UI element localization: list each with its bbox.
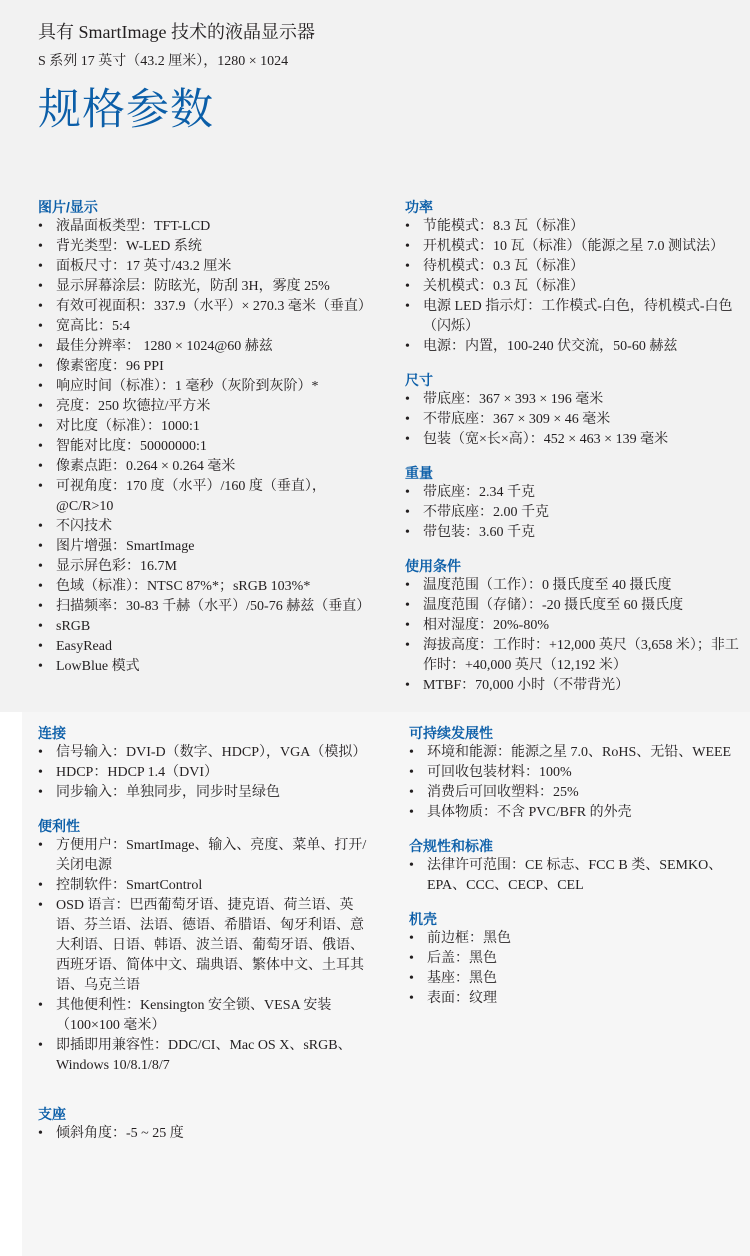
list-item: • 开机模式：10 瓦（标准）（能源之星 7.0 测试法） bbox=[405, 237, 745, 257]
list-item: • OSD 语言：巴西葡萄牙语、捷克语、荷兰语、英语、芬兰语、法语、德语、希腊语、匈牙利语、意大利语、日语、韩语、波兰语、葡萄牙语、俄语、西班牙语、简体中文、瑞典语、繁体中文、土耳其语、乌克兰语 bbox=[38, 896, 368, 996]
list-item: • 有效可视面积：337.9（水平）× 270.3 毫米（垂直） bbox=[38, 297, 368, 317]
section-title: 便利性 bbox=[38, 818, 80, 834]
list-item: • 带底座：367 × 393 × 196 毫米 bbox=[405, 390, 745, 410]
spec-list bbox=[38, 743, 368, 803]
spec-list bbox=[409, 856, 747, 896]
list-item: • 不带底座：367 × 309 × 46 毫米 bbox=[405, 410, 745, 430]
list-item: • 带底座：2.34 千克 bbox=[405, 483, 745, 503]
section-sustainability bbox=[409, 723, 747, 823]
list-item: • 控制软件：SmartControl bbox=[38, 876, 368, 896]
section-power bbox=[405, 197, 745, 357]
list-item: • 方便用户：SmartImage、输入、亮度、菜单、打开/关闭电源 bbox=[38, 836, 368, 876]
list-item: • 不带底座：2.00 千克 bbox=[405, 503, 745, 523]
section-convenience bbox=[38, 816, 368, 1076]
right-column-bottom bbox=[409, 723, 747, 1022]
list-item: • 消费后可回收塑料：25% bbox=[409, 783, 747, 803]
list-item: • 相对湿度：20%-80% bbox=[405, 616, 745, 636]
list-item: • 电源 LED 指示灯：工作模式-白色，待机模式-白色（闪烁） bbox=[405, 297, 745, 337]
list-item: • sRGB bbox=[38, 617, 368, 637]
section-title: 尺寸 bbox=[405, 372, 433, 388]
list-item: • 前边框：黑色 bbox=[409, 929, 747, 949]
list-item: • 电源：内置，100-240 伏交流，50-60 赫兹 bbox=[405, 337, 745, 357]
list-item: • 即插即用兼容性：DDC/CI、Mac OS X、sRGB、Windows 10/8.1/8/7 bbox=[38, 1036, 368, 1076]
spec-list bbox=[38, 217, 372, 677]
spec-list bbox=[405, 576, 745, 696]
list-item: • 带包装：3.60 千克 bbox=[405, 523, 745, 543]
list-item: • EasyRead bbox=[38, 637, 368, 657]
list-item: • 亮度：250 坎德拉/平方米 bbox=[38, 397, 368, 417]
spec-list bbox=[38, 836, 368, 1076]
list-item: • 宽高比：5:4 bbox=[38, 317, 368, 337]
section-dimensions bbox=[405, 370, 745, 450]
list-item: • 海拔高度：工作时：+12,000 英尺（3,658 米）；非工作时：+40,000 英尺（12,192 米） bbox=[405, 636, 745, 676]
list-item: • 显示屏幕涂层：防眩光，防刮 3H，雾度 25% bbox=[38, 277, 368, 297]
list-item: • 温度范围（工作）：0 摄氏度至 40 摄氏度 bbox=[405, 576, 745, 596]
list-item: • 包装（宽×长×高）：452 × 463 × 139 毫米 bbox=[405, 430, 745, 450]
section-title: 机壳 bbox=[409, 911, 437, 927]
list-item: • 面板尺寸：17 英寸/43.2 厘米 bbox=[38, 257, 368, 277]
list-item: • HDCP：HDCP 1.4（DVI） bbox=[38, 763, 368, 783]
list-item: • LowBlue 模式 bbox=[38, 657, 368, 677]
list-item: • MTBF：70,000 小时（不带背光） bbox=[405, 676, 745, 696]
list-item: • 关机模式：0.3 瓦（标准） bbox=[405, 277, 745, 297]
list-item: • 同步输入：单独同步，同步时呈绿色 bbox=[38, 783, 368, 803]
list-item: • 法律许可范围：CE 标志、FCC B 类、SEMKO、EPA、CCC、CECP、CEL bbox=[409, 856, 747, 896]
list-item: • 像素密度：96 PPI bbox=[38, 357, 368, 377]
section-title: 使用条件 bbox=[405, 558, 461, 574]
section-weight bbox=[405, 463, 745, 543]
list-item: • 扫描频率：30-83 千赫（水平）/50-76 赫兹（垂直） bbox=[38, 597, 368, 617]
list-item: • 背光类型：W-LED 系统 bbox=[38, 237, 368, 257]
left-column-top bbox=[38, 197, 372, 690]
section-title: 可持续发展性 bbox=[409, 725, 493, 741]
document-subtitle: S 系列 17 英寸（43.2 厘米），1280 × 1024 bbox=[38, 54, 289, 69]
document-title: 具有 SmartImage 技术的液晶显示器 bbox=[38, 22, 315, 42]
list-item: • 信号输入：DVI-D（数字、HDCP），VGA（模拟） bbox=[38, 743, 368, 763]
spec-list bbox=[409, 743, 747, 823]
list-item: • 可回收包装材料：100% bbox=[409, 763, 747, 783]
list-item: • 可视角度：170 度（水平）/160 度（垂直），@C/R>10 bbox=[38, 477, 368, 517]
spec-list bbox=[38, 1124, 368, 1144]
section-title: 重量 bbox=[405, 465, 433, 481]
list-item: • 智能对比度：50000000:1 bbox=[38, 437, 368, 457]
section-compliance bbox=[409, 836, 747, 896]
right-column-top bbox=[405, 197, 745, 709]
list-item: • 具体物质：不含 PVC/BFR 的外壳 bbox=[409, 803, 747, 823]
section-conditions bbox=[405, 556, 745, 696]
section-title: 支座 bbox=[38, 1106, 66, 1122]
list-item: • 不闪技术 bbox=[38, 517, 368, 537]
section-title: 功率 bbox=[405, 199, 433, 215]
list-item: • 节能模式：8.3 瓦（标准） bbox=[405, 217, 745, 237]
spec-list bbox=[405, 483, 745, 543]
page-title: 规格参数 bbox=[38, 87, 214, 134]
list-item: • 温度范围（存储）：-20 摄氏度至 60 摄氏度 bbox=[405, 596, 745, 616]
list-item: • 环境和能源：能源之星 7.0、RoHS、无铅、WEEE bbox=[409, 743, 747, 763]
section-title: 图片/显示 bbox=[38, 199, 98, 215]
section-cabinet bbox=[409, 909, 747, 1009]
section-stand bbox=[38, 1104, 368, 1144]
list-item: • 对比度（标准）：1000:1 bbox=[38, 417, 368, 437]
spec-list bbox=[405, 390, 745, 450]
list-item: • 像素点距：0.264 × 0.264 毫米 bbox=[38, 457, 368, 477]
list-item: • 后盖：黑色 bbox=[409, 949, 747, 969]
list-item: • 响应时间（标准）：1 毫秒（灰阶到灰阶）* bbox=[38, 377, 368, 397]
list-item: • 待机模式：0.3 瓦（标准） bbox=[405, 257, 745, 277]
section-picture bbox=[38, 197, 372, 677]
spec-list bbox=[409, 929, 747, 1009]
list-item: • 其他便利性：Kensington 安全锁、VESA 安装（100×100 毫米） bbox=[38, 996, 368, 1036]
list-item: • 倾斜角度：-5 ~ 25 度 bbox=[38, 1124, 368, 1144]
left-column-bottom bbox=[38, 723, 368, 1157]
list-item: • 表面：纹理 bbox=[409, 989, 747, 1009]
spec-list bbox=[405, 217, 745, 357]
list-item: • 色域（标准）：NTSC 87%*；sRGB 103%* bbox=[38, 577, 368, 597]
list-item: • 显示屏色彩：16.7M bbox=[38, 557, 368, 577]
section-connectivity bbox=[38, 723, 368, 803]
list-item: • 图片增强：SmartImage bbox=[38, 537, 368, 557]
list-item: • 液晶面板类型：TFT-LCD bbox=[38, 217, 368, 237]
section-title: 连接 bbox=[38, 725, 66, 741]
list-item: • 基座：黑色 bbox=[409, 969, 747, 989]
list-item: • 最佳分辨率： 1280 × 1024@60 赫兹 bbox=[38, 337, 368, 357]
section-title: 合规性和标准 bbox=[409, 838, 493, 854]
